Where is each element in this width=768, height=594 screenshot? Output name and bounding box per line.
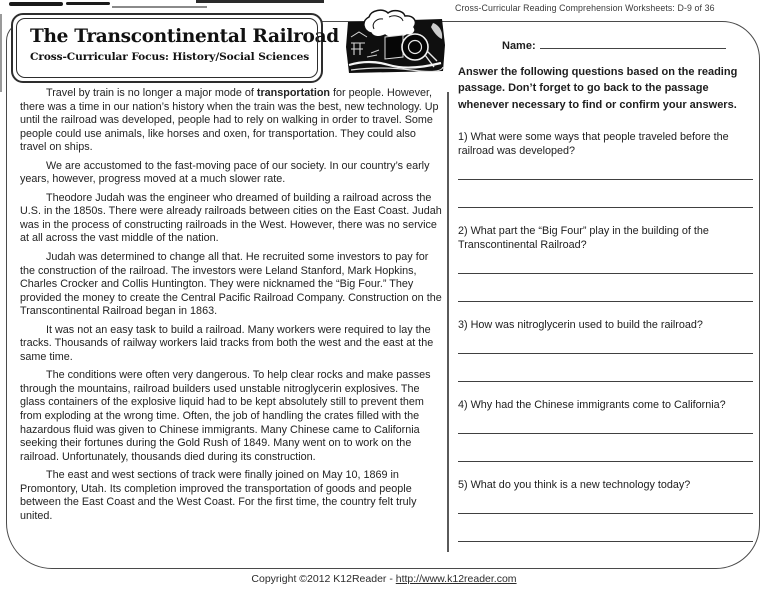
name-blank-line — [540, 36, 726, 49]
question-text: What part the “Big Four” play in the building of the Transcontinental Railroad? — [458, 224, 709, 251]
passage-paragraph: Theodore Judah was the engineer who dreamed of building a railroad across the U.S. in the 1850s. There were already railroads between cities on the East Coast. Judah was in the process of constructing railroads in the West. However, there was no service at all across the vast middle of the nation. — [20, 191, 442, 245]
answer-blank-line — [458, 492, 753, 514]
question-1 — [458, 130, 756, 208]
passage-paragraph: The conditions were often very dangerous. To help clear rocks and make passes through the mountains, railroad builders used unstable nitroglycerin explosives. The glass containers of the explosive liquid had to be kept absolutely still to prevent them from exploding at the wrong time. Often, the job of handling the crates filled with the hazardous fluid was given to Chinese immigrants. Many Chinese came to California seeking their fortunes during the Gold Rush of 1849. Many went on to work on the railroad. Unfortunately, thousands died during its construction. — [20, 369, 431, 463]
answer-blank-line — [458, 274, 753, 302]
passage-paragraph: Judah was determined to change all that. He recruited some investors to pay for the construction of the railroad. The investors were Leland Stanford, Mark Hopkins, Charles Crocker and Collis Huntington. They were nicknamed the “Big Four.” They provided the money to create the Central Pacific Railroad Company. Construction on the Transcontinental Railroad began in 1863. — [20, 251, 442, 318]
reading-passage — [20, 87, 443, 528]
question-number: 1) — [458, 130, 468, 143]
passage-paragraph: The east and west sections of track were finally joined on May 10, 1869 in Promontory, Utah. Its completion improved the transportation of goods and people between the East Coast and the West Coast. For the first time, the country felt truly united. — [20, 469, 417, 522]
passage-paragraph: It was not an easy task to build a railroad. Many workers were required to lay the tracks. Thousands of railway workers laid tracks from both the west and the east at the same time. — [20, 323, 434, 363]
answer-blank-line — [458, 514, 753, 542]
title-box — [11, 13, 339, 83]
question-text: How was nitroglycerin used to build the railroad? — [470, 318, 703, 331]
name-row — [502, 36, 756, 52]
scan-artifact — [9, 2, 63, 6]
question-text: Why had the Chinese immigrants come to California? — [470, 398, 726, 411]
question-number: 4) — [458, 398, 468, 411]
bold-vocabulary-word: transportation — [256, 87, 331, 99]
answer-blank-line — [458, 354, 753, 382]
question-text: What were some ways that people traveled before the railroad was developed? — [458, 130, 729, 157]
instructions-text: Answer the following questions based on the reading passage. Don’t forget to go back to the passage whenever necessary to find or confirm your answers. — [458, 66, 738, 111]
footer-link[interactable]: http://www.k12reader.com — [395, 573, 517, 585]
train-woodcut-icon — [341, 9, 449, 77]
worksheet-subtitle: Cross-Curricular Focus: History/Social Sciences — [30, 51, 310, 63]
question-2 — [458, 224, 756, 302]
series-header: Cross-Curricular Reading Comprehension Worksheets: D-9 of 36 — [455, 3, 715, 13]
answer-blank-line — [458, 252, 753, 274]
question-5 — [458, 478, 756, 542]
scan-artifact — [112, 6, 207, 8]
scan-artifact — [66, 2, 110, 5]
worksheet-title: The Transcontinental Railroad — [30, 26, 339, 47]
name-label: Name: — [502, 40, 536, 52]
question-3 — [458, 318, 756, 382]
answer-blank-line — [458, 180, 753, 208]
questions-panel — [458, 36, 756, 558]
passage-paragraph: We are accustomed to the fast-moving pace of our society. In our country’s early years, however, progress moved at a much slower rate. — [20, 159, 430, 186]
scan-artifact — [196, 0, 324, 3]
question-number: 5) — [458, 478, 468, 491]
answer-blank-line — [458, 158, 753, 180]
question-number: 2) — [458, 224, 468, 237]
passage-paragraph — [20, 87, 443, 155]
page-footer — [0, 573, 768, 585]
paragraph-text: Travel by train is no longer a major mode of — [46, 87, 257, 99]
question-4 — [458, 398, 756, 462]
scan-artifact — [0, 14, 2, 92]
answer-blank-line — [458, 434, 753, 462]
question-text: What do you think is a new technology today? — [470, 478, 691, 491]
column-divider — [447, 92, 449, 552]
copyright-text: Copyright ©2012 K12Reader - — [251, 573, 396, 585]
answer-blank-line — [458, 332, 753, 354]
question-number: 3) — [458, 318, 468, 331]
paragraph-text: for people. However, there was a time in our nation’s history when the train was the best, new technology. Up until the railroad was developed, people had to rely on walking in order to travel. Some people could use animals, like horses and oxen, for transportation. They could also travel on ships. — [20, 87, 439, 154]
answer-blank-line — [458, 412, 753, 434]
